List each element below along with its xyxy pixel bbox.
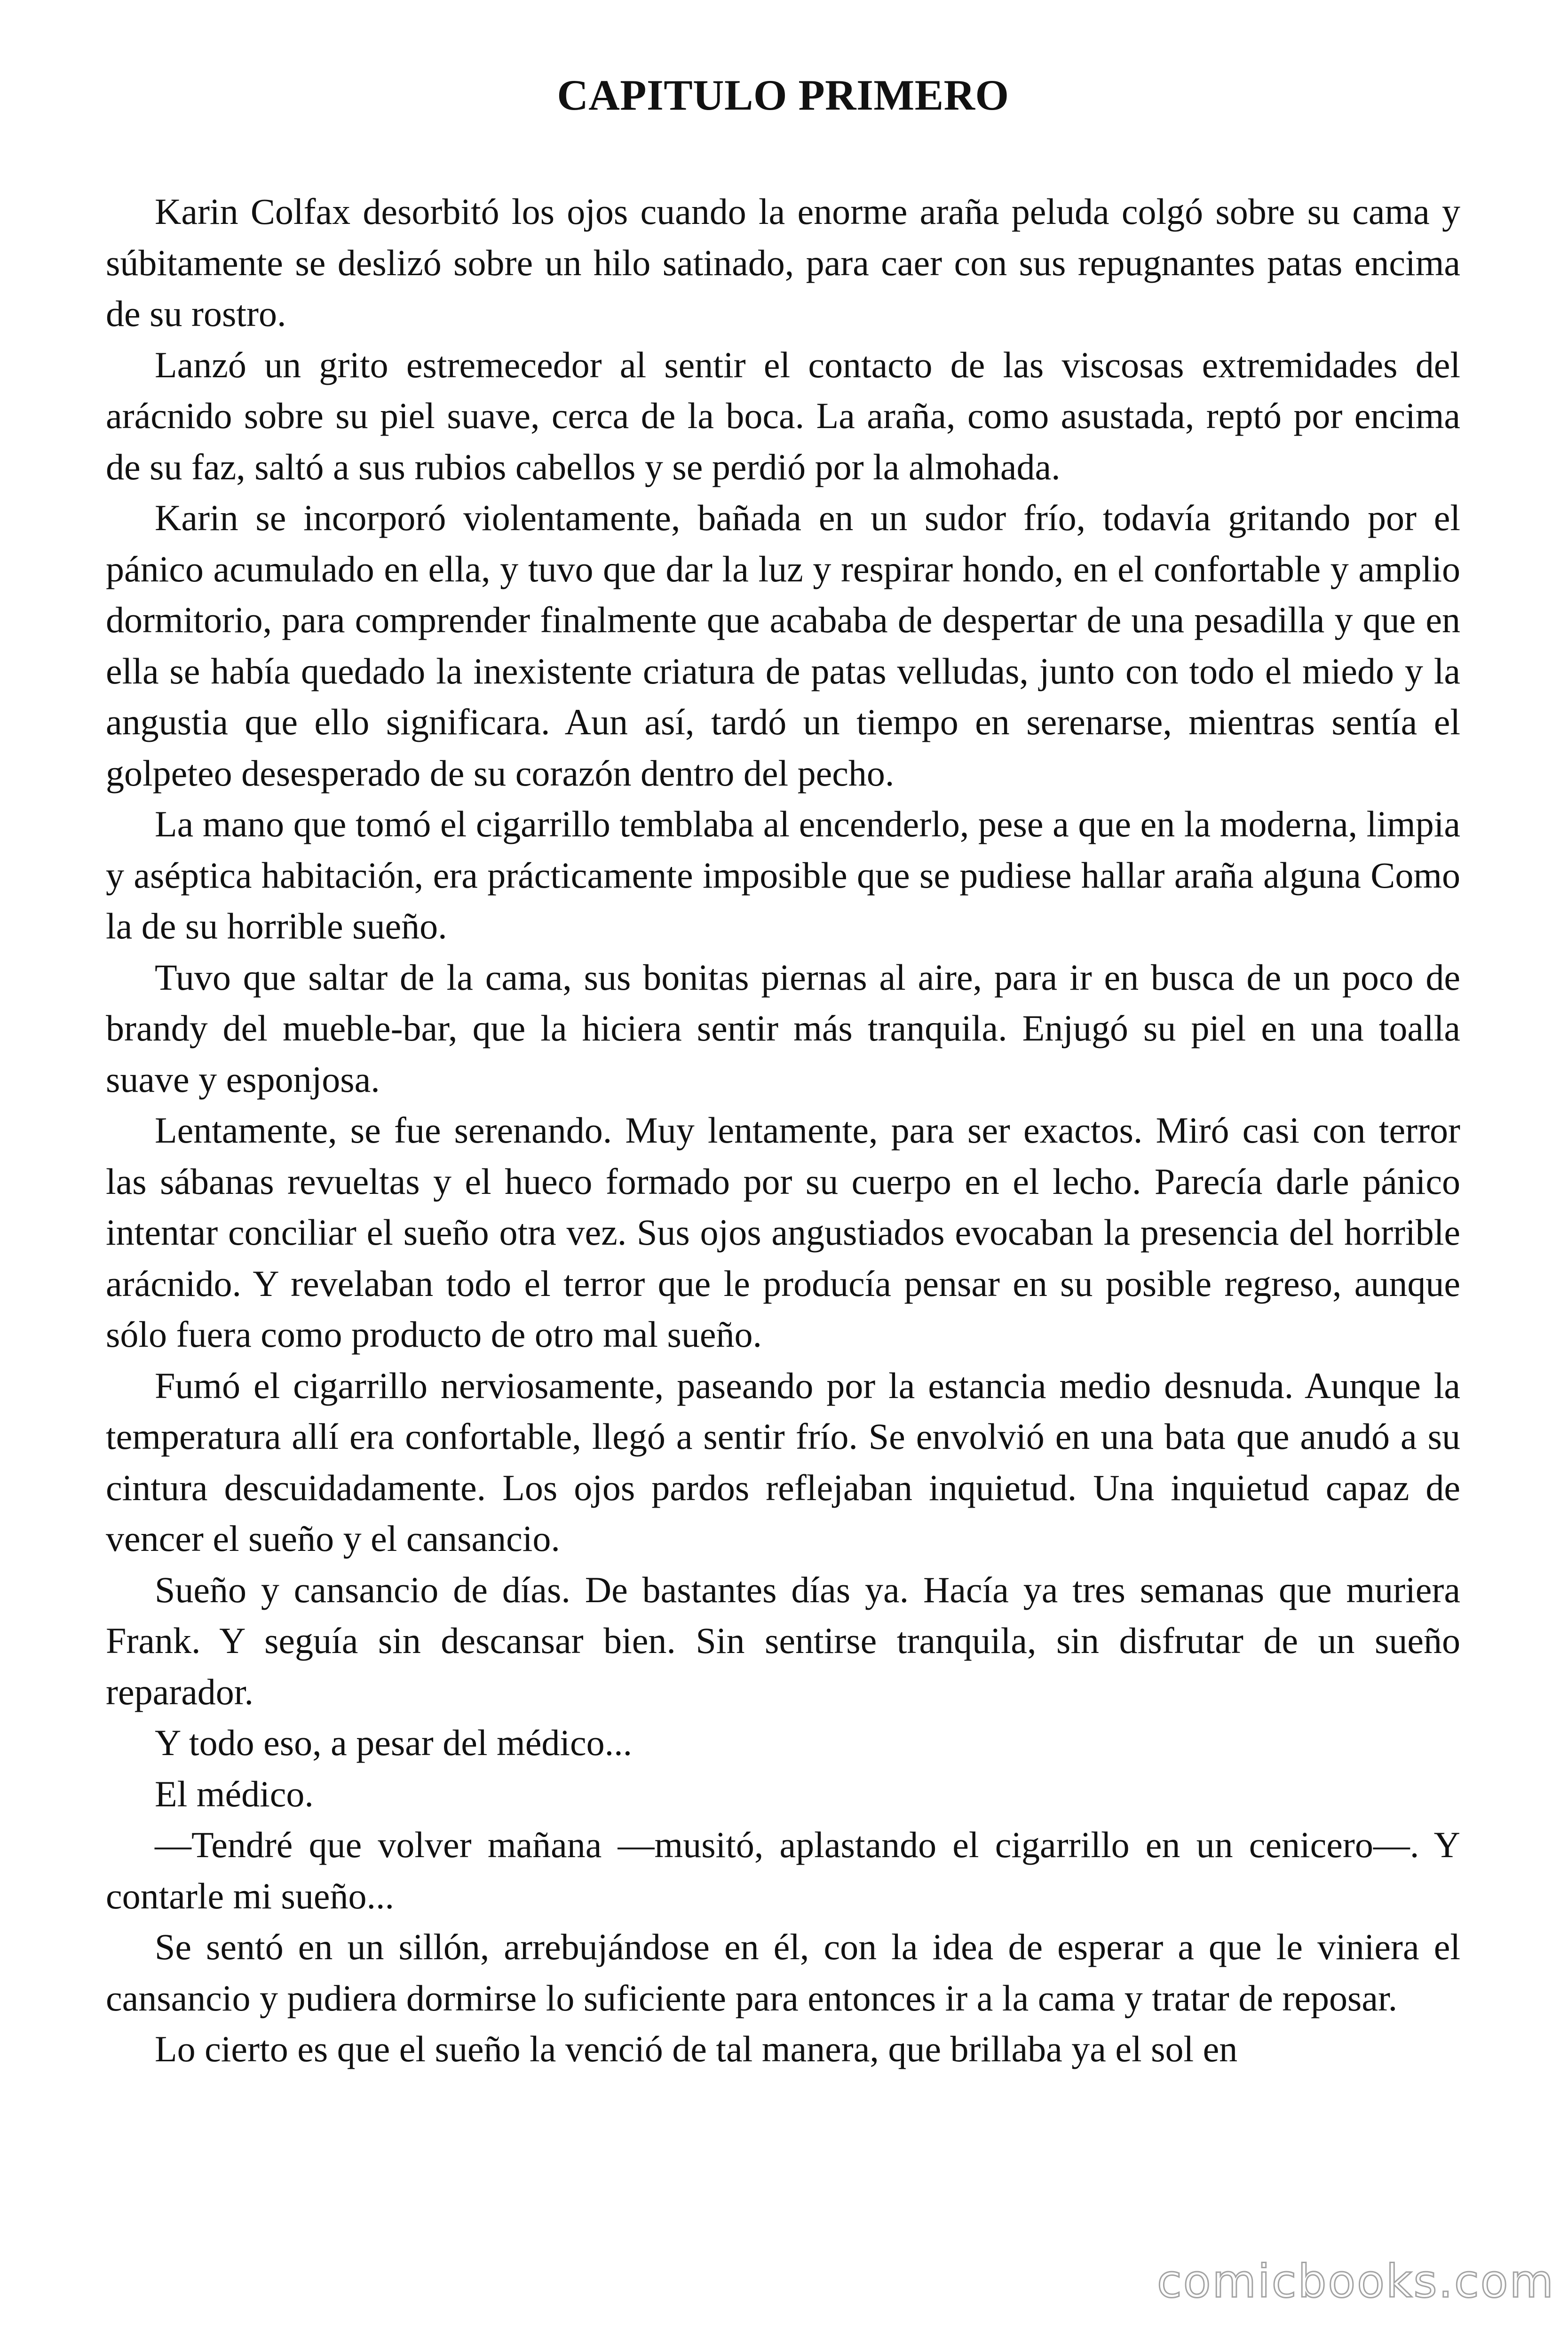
paragraph: El médico. <box>155 1773 314 1814</box>
paragraph: Y todo eso, a pesar del médico... <box>155 1722 633 1763</box>
paragraph: Tuvo que saltar de la cama, sus bonitas piernas al aire, para ir en busca de un poco de brandy del mueble-bar, que la hiciera sentir más tranquila. Enjugó su piel en una toalla suave y esponjosa. <box>106 956 1460 1100</box>
chapter-text <box>106 186 1460 2075</box>
paragraph: Fumó el cigarrillo nerviosamente, paseando por la estancia medio desnuda. Aunque la temperatura allí era confortable, llegó a sentir frío. Se envolvió en una bata que anudó a su cintura descuidadamente. Los ojos pardos reflejaban inquietud. Una inquietud capaz de vencer el sueño y el cansancio. <box>106 1365 1460 1559</box>
paragraph: Karin se incorporó violentamente, bañada en un sudor frío, todavía gritando por el pánico acumulado en ella, y tuvo que dar la luz y respirar hondo, en el confortable y amplio dormitorio, para comprender finalmente que acababa de despertar de una pesadilla y que en ella se había quedado la inexistente criatura de patas velludas, junto con todo el miedo y la angustia que ello significara. Aun así, tardó un tiempo en serenarse, mientras sentía el golpeteo desesperado de su corazón dentro del pecho. <box>106 497 1460 794</box>
site-watermark: comicbooks.com <box>1157 2255 1555 2308</box>
book-page <box>106 62 1460 2075</box>
paragraph: Lentamente, se fue serenando. Muy lentamente, para ser exactos. Miró casi con terror las sábanas revueltas y el hueco formado por su cuerpo en el lecho. Parecía darle pánico intentar conciliar el sueño otra vez. Sus ojos angustiados evocaban la presencia del horrible arácnido. Y revelaban todo el terror que le producía pensar en su posible regreso, aunque sólo fuera como producto de otro mal sueño. <box>106 1110 1460 1355</box>
paragraph: Se sentó en un sillón, arrebujándose en él, con la idea de esperar a que le viniera el cansancio y pudiera dormirse lo suficiente para entonces ir a la cama y tratar de reposar. <box>106 1926 1460 2018</box>
chapter-title: CAPITULO PRIMERO <box>557 71 1009 119</box>
paragraph: Sueño y cansancio de días. De bastantes días ya. Hacía ya tres semanas que muriera Frank. Y seguía sin descansar bien. Sin sentirse tranquila, sin disfrutar de un sueño reparador. <box>106 1569 1460 1712</box>
paragraph: La mano que tomó el cigarrillo temblaba al encenderlo, pese a que en la moderna, limpia y aséptica habitación, era prácticamente imposible que se pudiese hallar araña alguna Como la de su horrible sueño. <box>106 803 1460 946</box>
paragraph: Lo cierto es que el sueño la venció de tal manera, que brillaba ya el sol en <box>155 2028 1238 2069</box>
paragraph: —Tendré que volver mañana —musitó, aplastando el cigarrillo en un cenicero—. Y contarle mi sueño... <box>106 1824 1460 1916</box>
paragraph: Karin Colfax desorbitó los ojos cuando la enorme araña peluda colgó sobre su cama y súbitamente se deslizó sobre un hilo satinado, para caer con sus repugnantes patas encima de su rostro. <box>106 191 1460 334</box>
paragraph: Lanzó un grito estremecedor al sentir el contacto de las viscosas extremidades del arácnido sobre su piel suave, cerca de la boca. La araña, como asustada, reptó por encima de su faz, saltó a sus rubios cabellos y se perdió por la almohada. <box>106 344 1460 487</box>
